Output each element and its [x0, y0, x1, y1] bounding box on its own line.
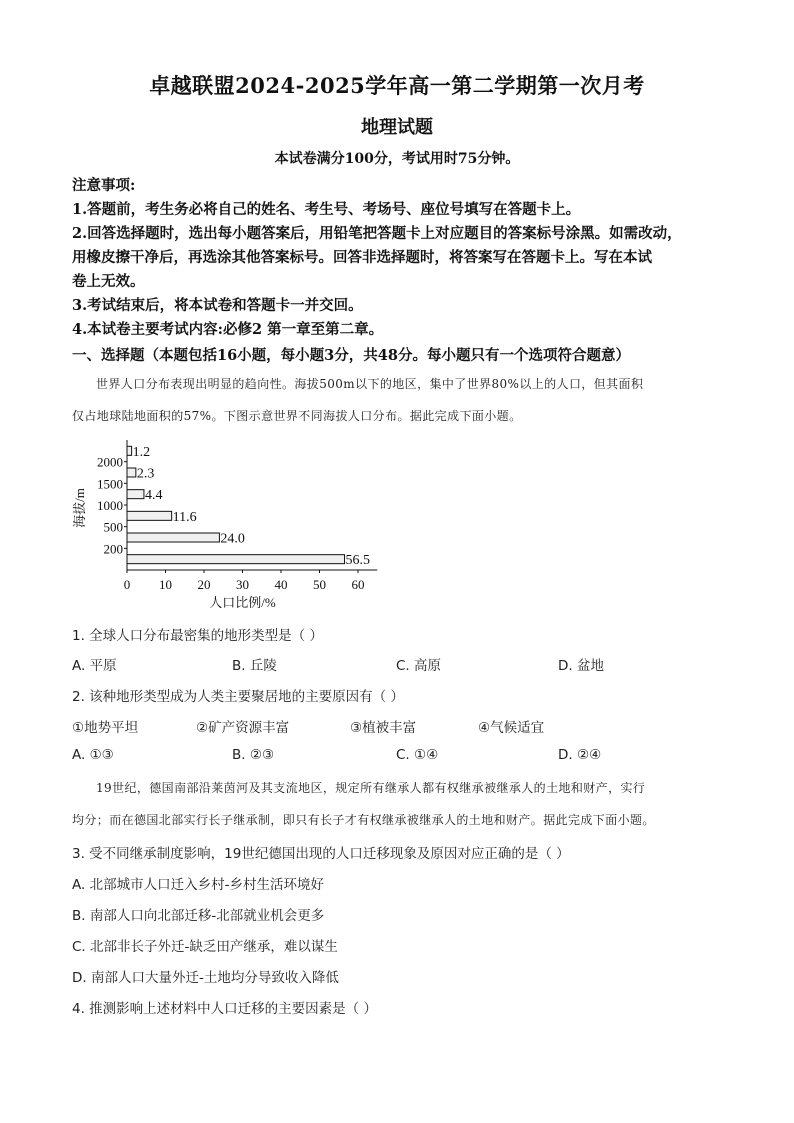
chart-x-tick-label: 50: [313, 577, 326, 592]
question-1-stem: 1. 全球人口分布最密集的地形类型是（ ）: [72, 628, 323, 644]
chart-y-tick-label: 1000: [97, 498, 123, 513]
chart-y-tick-label: 200: [103, 541, 123, 557]
notice-item-2-cont: 用橡皮擦干净后，再选涂其他答案标号。回答非选择题时，将答案写在答题卡上。写在本试: [72, 249, 652, 266]
chart-x-tick-label: 60: [351, 577, 365, 592]
chart-bar: [127, 555, 345, 564]
notice-item-4: 4.本试卷主要考试内容:必修2 第一章至第二章。: [72, 321, 384, 338]
material-1: [72, 368, 732, 432]
notice-heading: 注意事项:: [72, 177, 136, 194]
chart-bar-value-label: 56.5: [345, 553, 371, 569]
material-1-line-1: 世界人口分布表现出明显的趋向性。海拔500m以下的地区，集中了世界80%以上的人口，但其面积: [96, 377, 644, 391]
q1-option-d[interactable]: D. 盆地: [558, 658, 604, 674]
chart-bar-value-label: 4.4: [144, 488, 163, 504]
q2-option-b[interactable]: B. ②③: [232, 747, 275, 763]
chart-bar-value-label: 11.6: [172, 509, 197, 525]
chart-bar: [127, 446, 132, 455]
q3-option-d[interactable]: D. 南部人口大量外迁-土地均分导致收入降低: [72, 970, 339, 986]
chart-bar: [127, 533, 219, 542]
q2-choice-4: ④气候适宜: [478, 720, 545, 736]
section-heading: 一、选择题（本题包括16小题，每小题3分，共48分。每小题只有一个选项符合题意）: [72, 347, 630, 364]
q3-option-b[interactable]: B. 南部人口向北部迁移-北部就业机会更多: [72, 908, 325, 924]
notice-item-1: 1.答题前，考生务必将自己的姓名、考生号、考场号、座位号填写在答题卡上。: [72, 201, 581, 218]
chart-x-tick-label: 40: [274, 577, 288, 592]
chart-y-tick-label: 2000: [97, 454, 123, 470]
chart-x-tick-label: 0: [123, 577, 131, 592]
score-time-line: 本试卷满分100分，考试用时75分钟。: [274, 151, 520, 167]
q1-option-c[interactable]: C. 高原: [396, 658, 442, 674]
q2-choice-3: ③植被丰富: [350, 720, 417, 736]
chart-x-tick-label: 10: [159, 577, 172, 592]
q3-option-c[interactable]: C. 北部非长子外迁-缺乏田产继承，难以谋生: [72, 939, 338, 955]
chart-bar-value-label: 2.3: [136, 466, 155, 482]
q2-option-a[interactable]: A. ①③: [72, 747, 114, 763]
notice-item-3: 3.考试结束后，将本试卷和答题卡一并交回。: [72, 297, 363, 314]
chart-x-tick-label: 20: [197, 577, 211, 592]
chart-y-axis-label: 海拔/m: [72, 488, 87, 528]
q1-option-b[interactable]: B. 丘陵: [232, 658, 277, 674]
q3-option-a[interactable]: A. 北部城市人口迁入乡村-乡村生活环境好: [72, 877, 324, 893]
q2-option-d[interactable]: D. ②④: [558, 747, 602, 763]
chart-bar: [127, 490, 144, 499]
chart-x-tick-label: 30: [236, 577, 249, 592]
chart-bar-value-label: 24.0: [220, 531, 245, 547]
notice-item-2-end: 卷上无效。: [72, 273, 145, 290]
question-2-stem: 2. 该种地形类型成为人类主要聚居地的主要原因有（ ）: [72, 689, 404, 705]
chart-x-axis-label: 人口比例/%: [209, 595, 276, 610]
q2-choice-1: ①地势平坦: [72, 720, 139, 736]
chart-bar: [127, 468, 136, 477]
material-2-line-1: 19世纪，德国南部沿莱茵河及其支流地区，规定所有继承人都有权继承被继承人的土地和财产，实行: [96, 781, 646, 795]
chart-y-tick-label: 1500: [97, 476, 123, 492]
notice-item-2: 2.回答选择题时，选出每小题答案后，用铅笔把答题卡上对应题目的答案标号涂黑。如需改动，: [72, 225, 682, 242]
altitude-population-chart: [72, 436, 392, 616]
exam-subject: 地理试题: [361, 117, 433, 138]
question-3-stem: 3. 受不同继承制度影响，19世纪德国出现的人口迁移现象及原因对应正确的是（ ）: [72, 846, 570, 862]
material-1-line-2: 仅占地球陆地面积的57%。下图示意世界不同海拔人口分布。据此完成下面小题。: [72, 409, 522, 423]
chart-bar: [127, 511, 172, 520]
material-2-line-2: 均分；而在德国北部实行长子继承制，即只有长子才有权继承被继承人的土地和财产。据此完成下面小题。: [72, 813, 655, 827]
question-4-stem: 4. 推测影响上述材料中人口迁移的主要因素是（ ）: [72, 1001, 377, 1017]
material-2: [72, 772, 732, 836]
q2-choice-2: ②矿产资源丰富: [196, 720, 290, 736]
q1-option-a[interactable]: A. 平原: [72, 658, 117, 674]
chart-bar-value-label: 1.2: [132, 444, 151, 460]
q2-option-c[interactable]: C. ①④: [396, 747, 439, 763]
exam-title: 卓越联盟2024-2025学年高一第二学期第一次月考: [149, 73, 645, 98]
chart-y-tick-label: 500: [103, 519, 123, 535]
